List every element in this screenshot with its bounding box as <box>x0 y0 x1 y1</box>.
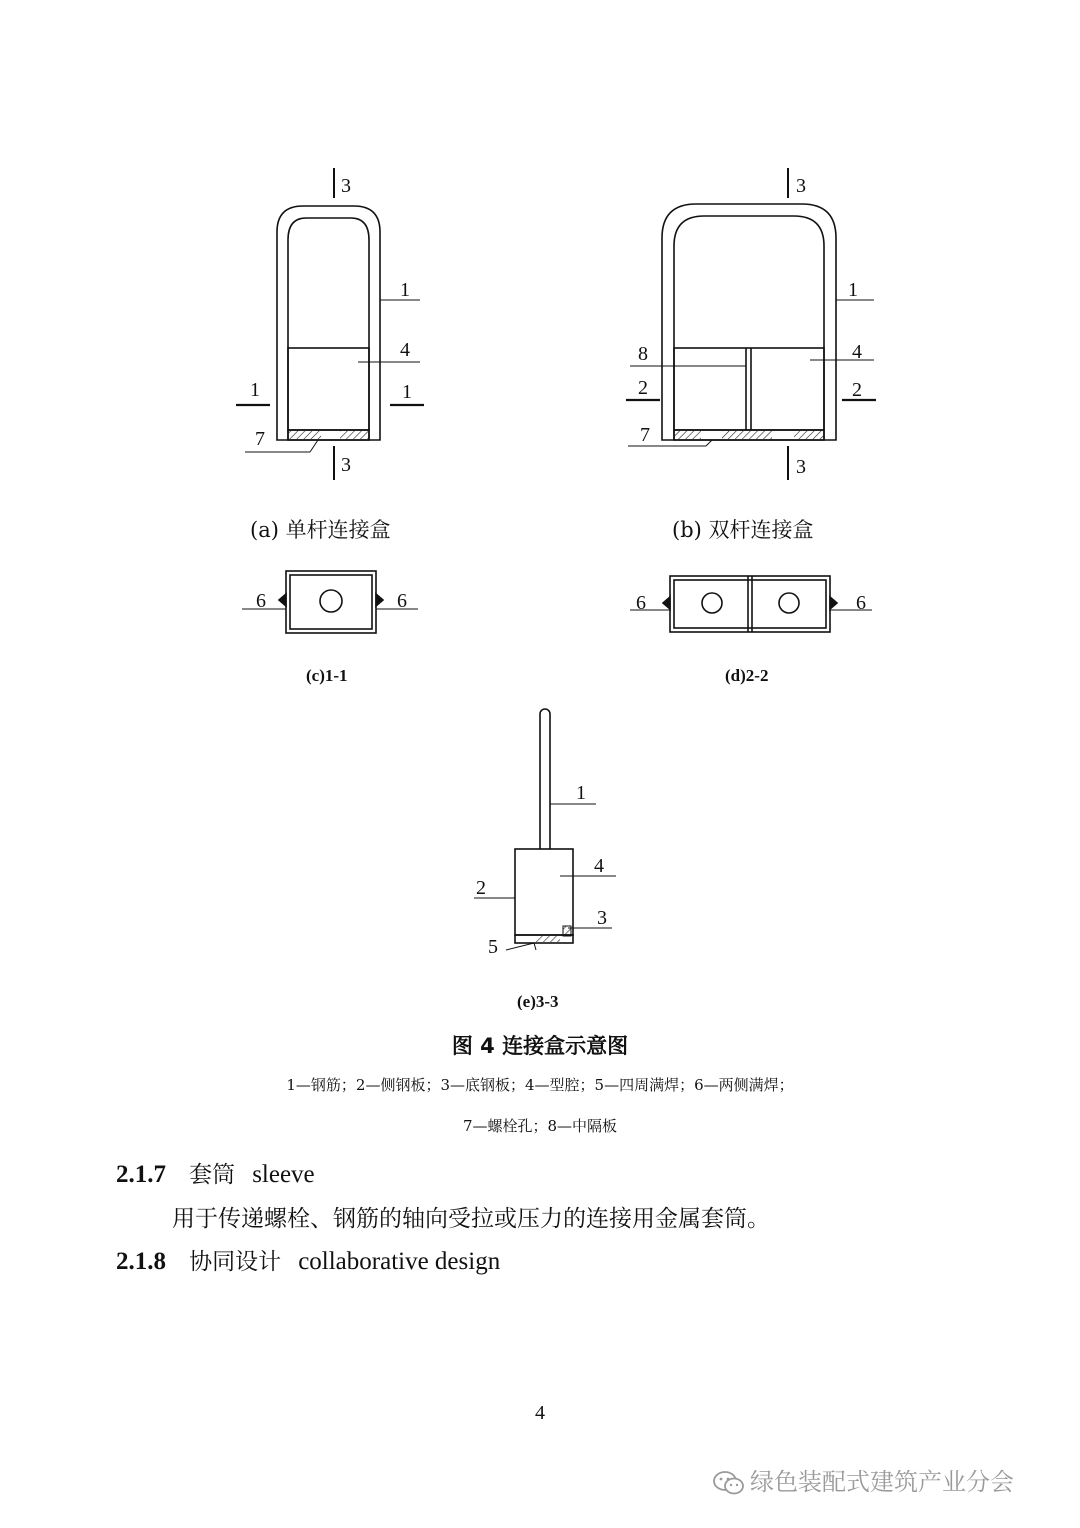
diagram-c-labels <box>256 590 407 685</box>
label-1: 1 <box>250 379 260 401</box>
caption-a: (a) 单杆连接盒 <box>250 518 391 542</box>
label-7: 7 <box>640 424 650 446</box>
label-4: 4 <box>852 341 862 363</box>
label-6: 6 <box>397 590 407 612</box>
section-2-1-7-heading <box>116 1156 315 1189</box>
watermark <box>712 1462 1014 1497</box>
label-3: 3 <box>796 456 806 478</box>
diagram-b-labels <box>638 175 862 542</box>
diagram-d-section-2-2 <box>630 576 872 632</box>
section-term-en: collaborative design <box>298 1248 501 1275</box>
label-6: 6 <box>636 592 646 614</box>
wechat-icon <box>712 1469 746 1497</box>
section-2-1-8-heading <box>116 1243 500 1276</box>
caption-d: (d)2-2 <box>725 666 769 685</box>
label-1: 1 <box>848 279 858 301</box>
page-number: 4 <box>535 1402 545 1424</box>
section-term: 套筒 <box>189 1162 236 1188</box>
label-8: 8 <box>638 343 648 365</box>
diagram-a-labels <box>250 175 412 542</box>
label-7: 7 <box>255 428 265 450</box>
watermark-text: 绿色装配式建筑产业分会 <box>750 1468 1014 1496</box>
label-2: 2 <box>852 379 862 401</box>
label-5: 5 <box>488 936 498 958</box>
section-number: 2.1.8 <box>116 1248 166 1275</box>
diagram-e-labels <box>476 782 607 1010</box>
label-1: 1 <box>576 782 586 804</box>
caption-c: (c)1-1 <box>306 666 348 685</box>
label-6: 6 <box>256 590 266 612</box>
label-2: 2 <box>476 877 486 899</box>
caption-b: (b) 双杆连接盒 <box>672 518 814 542</box>
label-4: 4 <box>400 339 410 361</box>
diagram-b-double-rod-box <box>626 168 876 480</box>
label-3: 3 <box>796 175 806 197</box>
section-number: 2.1.7 <box>116 1161 166 1188</box>
figure-legend-line-1: 1—钢筋；2—侧钢板；3—底钢板；4—型腔；5—四周满焊；6—两侧满焊； <box>286 1076 794 1094</box>
label-3: 3 <box>597 907 607 929</box>
section-term-en: sleeve <box>252 1161 315 1188</box>
label-1: 1 <box>400 279 410 301</box>
label-6: 6 <box>856 592 866 614</box>
label-3: 3 <box>341 175 351 197</box>
label-2: 2 <box>638 377 648 399</box>
label-1: 1 <box>402 381 412 403</box>
caption-e: (e)3-3 <box>517 992 559 1010</box>
label-3: 3 <box>341 454 351 476</box>
diagram-c-section-1-1 <box>242 571 418 633</box>
figure-title: 图 4 连接盒示意图 <box>451 1034 629 1058</box>
diagram-e-section-3-3 <box>474 709 616 950</box>
section-2-1-7-definition: 用于传递螺栓、钢筋的轴向受拉或压力的连接用金属套筒。 <box>172 1206 770 1232</box>
section-term: 协同设计 <box>189 1249 282 1275</box>
figure-legend-line-2: 7—螺栓孔；8—中隔板 <box>462 1117 618 1135</box>
label-4: 4 <box>594 855 604 877</box>
